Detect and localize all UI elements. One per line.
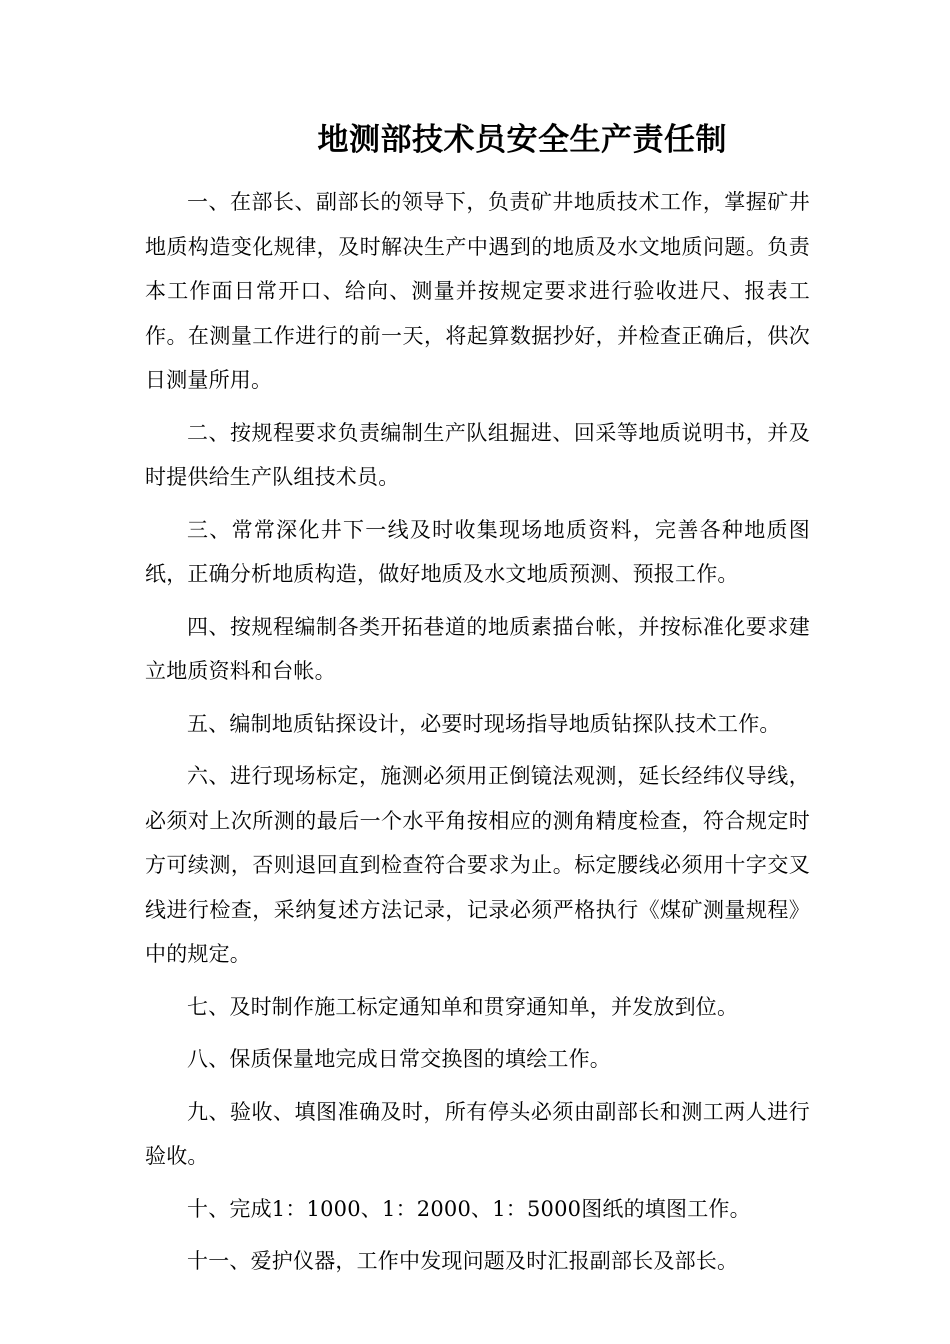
document-body [145, 180, 810, 1292]
paragraph-8: 八、保质保量地完成日常交换图的填绘工作。 [187, 1047, 611, 1071]
paragraph-2: 二、按规程要求负责编制生产队组掘进、回采等地质说明书，并及时提供给生产队组技术员。 [145, 420, 810, 489]
paragraph-5: 五、编制地质钻探设计，必要时现场指导地质钻探队技术工作。 [187, 711, 781, 736]
paragraph-6: 六、进行现场标定，施测必须用正倒镜法观测，延长经纬仪导线，必须对上次所测的最后一个水平角按相应的测角精度检查，符合规定时方可续测，否则退回直到检查符合要求为止。标定腰线必须用十字交叉线进行检查，采纳复述方法记录，记录必须严格执行《煤矿测量规程》中的规定。 [145, 764, 810, 966]
paragraph-3: 三、常常深化井下一线及时收集现场地质资料，完善各种地质图纸，正确分析地质构造，做好地质及水文地质预测、预报工作。 [145, 517, 810, 586]
paragraph-4: 四、按规程编制各类开拓巷道的地质素描台帐，并按标准化要求建立地质资料和台帐。 [145, 614, 810, 683]
document-title: 地测部技术员安全生产责任制 [317, 122, 727, 158]
paragraph-7: 七、及时制作施工标定通知单和贯穿通知单，并发放到位。 [187, 994, 739, 1019]
paragraph-1: 一、在部长、副部长的领导下，负责矿井地质技术工作，掌握矿井地质构造变化规律，及时解决生产中遇到的地质及水文地质问题。负责本工作面日常开口、给向、测量并按规定要求进行验收进尺、报表工作。在测量工作进行的前一天，将起算数据抄好，并检查正确后，供次日测量所用。 [145, 190, 810, 392]
paragraph-10: 十、完成1：1000、1：2000、1：5000图纸的填图工作。 [187, 1196, 751, 1221]
paragraph-9: 九、验收、填图准确及时，所有停头必须由副部长和测工两人进行验收。 [145, 1099, 810, 1168]
paragraph-11: 十一、爱护仪器，工作中发现问题及时汇报副部长及部长。 [187, 1249, 739, 1273]
